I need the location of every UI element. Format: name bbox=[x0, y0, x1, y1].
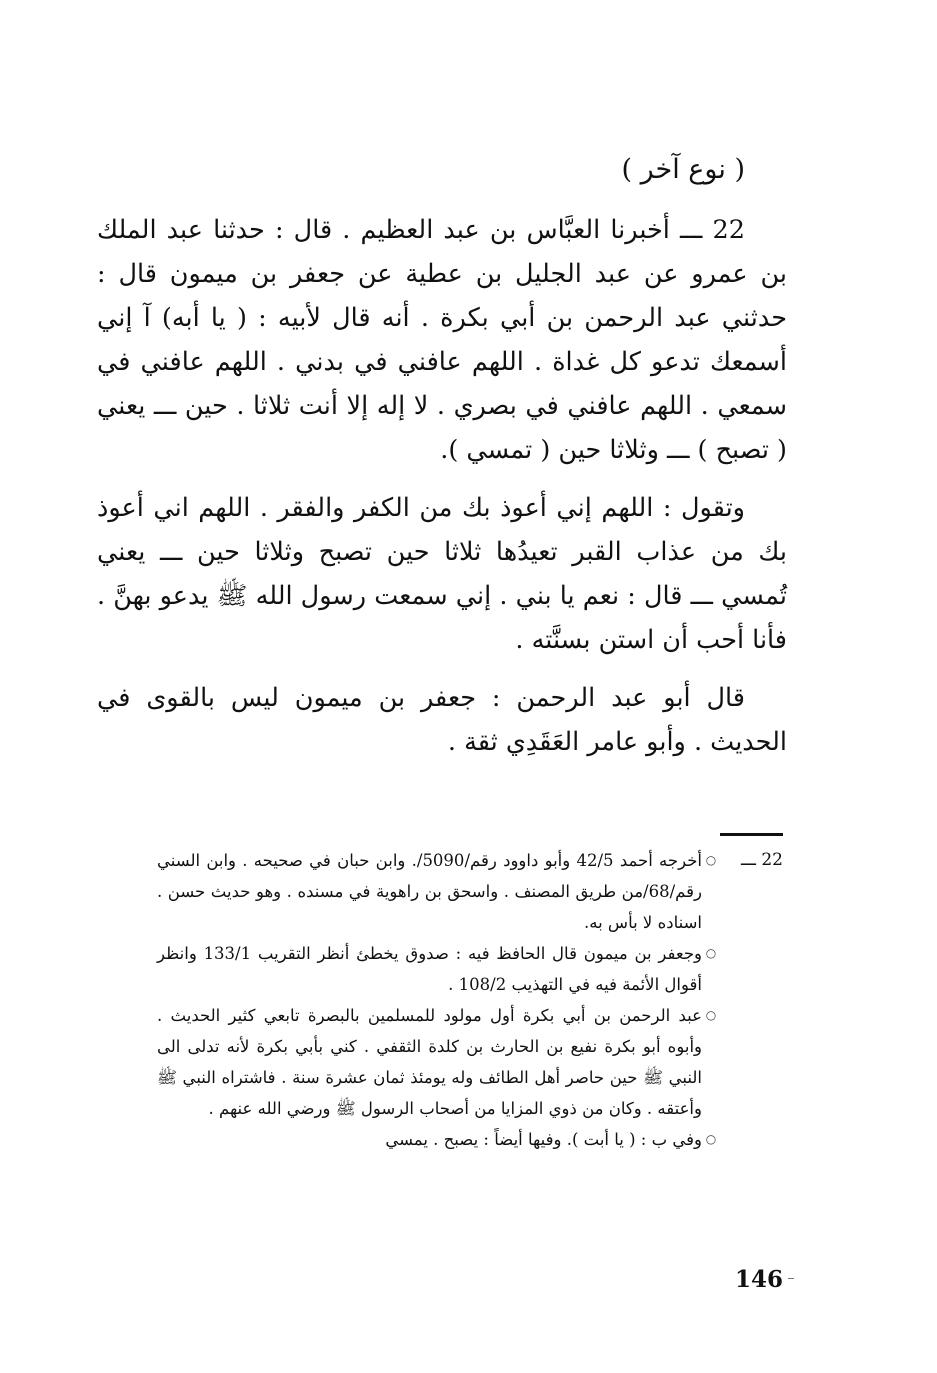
bullet-icon: ○ bbox=[705, 1132, 717, 1146]
hadith-paragraph: 22 ـــ أخبرنا العبَّاس بن عبد العظيم . قال : حدثنا عبد الملك بن عمرو عن عبد الجليل بن عطية عن جعفر بن ميمون قال : حدثني عبد الرحمن بن أبي بكرة . أنه قال لأبيه : ( يا أبه) آ إني أسمعك تدعو كل غداة . اللهم عافني في بدني . اللهم عافني في سمعي . اللهم عافني في بصري . لا إله إلا أنت ثلاثا . حين ـــ يعني ( تصبح ) ـــ وثلاثا حين ( تمسي ). bbox=[97, 215, 787, 465]
main-text bbox=[97, 208, 787, 776]
commentary-paragraph: قال أبو عبد الرحمن : جعفر بن ميمون ليس بالقوى في الحديث . وأبو عامر العَقَدِي ثقة . bbox=[97, 683, 787, 757]
footnote-text: عبد الرحمن بن أبي بكرة أول مولود للمسلمين بالبصرة تابعي كثير الحديث . وأبوه أبو بكرة نفيع بن الحارث بن كلدة الثقفي . كني بأبي بكرة لأنه تدلى الى النبي ﷺ حين حاصر أهل الطائف وله يومئذ ثمان عشرة سنة . فاشتراه النبي ﷺ وأعتقه . وكان من ذوي المزايا من أصحاب الرسول ﷺ ورضي الله عنهم . bbox=[157, 1006, 702, 1118]
bullet-icon: ○ bbox=[705, 853, 717, 867]
footnote-text: وجعفر بن ميمون قال الحافظ فيه : صدوق يخطئ أنظر التقريب 133/1 وانظر أقوال الأئمة فيه في التهذيب 108/2 . bbox=[157, 944, 702, 994]
page-number-mark bbox=[788, 1278, 794, 1279]
section-heading: ( نوع آخر ) bbox=[621, 154, 745, 185]
footnote-number: 22 ـــ bbox=[741, 850, 783, 870]
supplication-paragraph: وتقول : اللهم إني أعوذ بك من الكفر والفقر . اللهم اني أعوذ بك من عذاب القبر تعيدُها ثلاثا حين تصبح وثلاثا حين ـــ يعني تُمسي ـــ قال : نعم يا بني . إني سمعت رسول الله ﷺ يدعو بهنَّ . فأنا أحب أن استن بسنَّته . bbox=[97, 493, 787, 655]
page-number: 146 bbox=[735, 1266, 784, 1293]
footnote-entry bbox=[157, 845, 720, 938]
footnote-text: وفي ب : ( يا أبت ). وفيها أيضاً : يصبح . يمسي bbox=[385, 1130, 702, 1149]
footnotes bbox=[157, 845, 782, 1155]
bullet-icon: ○ bbox=[705, 946, 717, 960]
footnote-entry bbox=[157, 1124, 720, 1155]
footnote-entries bbox=[157, 845, 720, 1155]
footnote-text: أخرجه أحمد 42/5 وأبو داوود رقم/5090/. وابن حبان في صحيحه . وابن السني رقم/68/من طريق المصنف . واسحق بن راهوية في مسنده . وهو حديث حسن . اسناده لا بأس به. bbox=[157, 851, 702, 932]
bullet-icon: ○ bbox=[705, 1008, 717, 1022]
footnote-separator bbox=[720, 833, 783, 836]
footnote-entry bbox=[157, 938, 720, 1000]
footnote-entry bbox=[157, 1000, 720, 1124]
